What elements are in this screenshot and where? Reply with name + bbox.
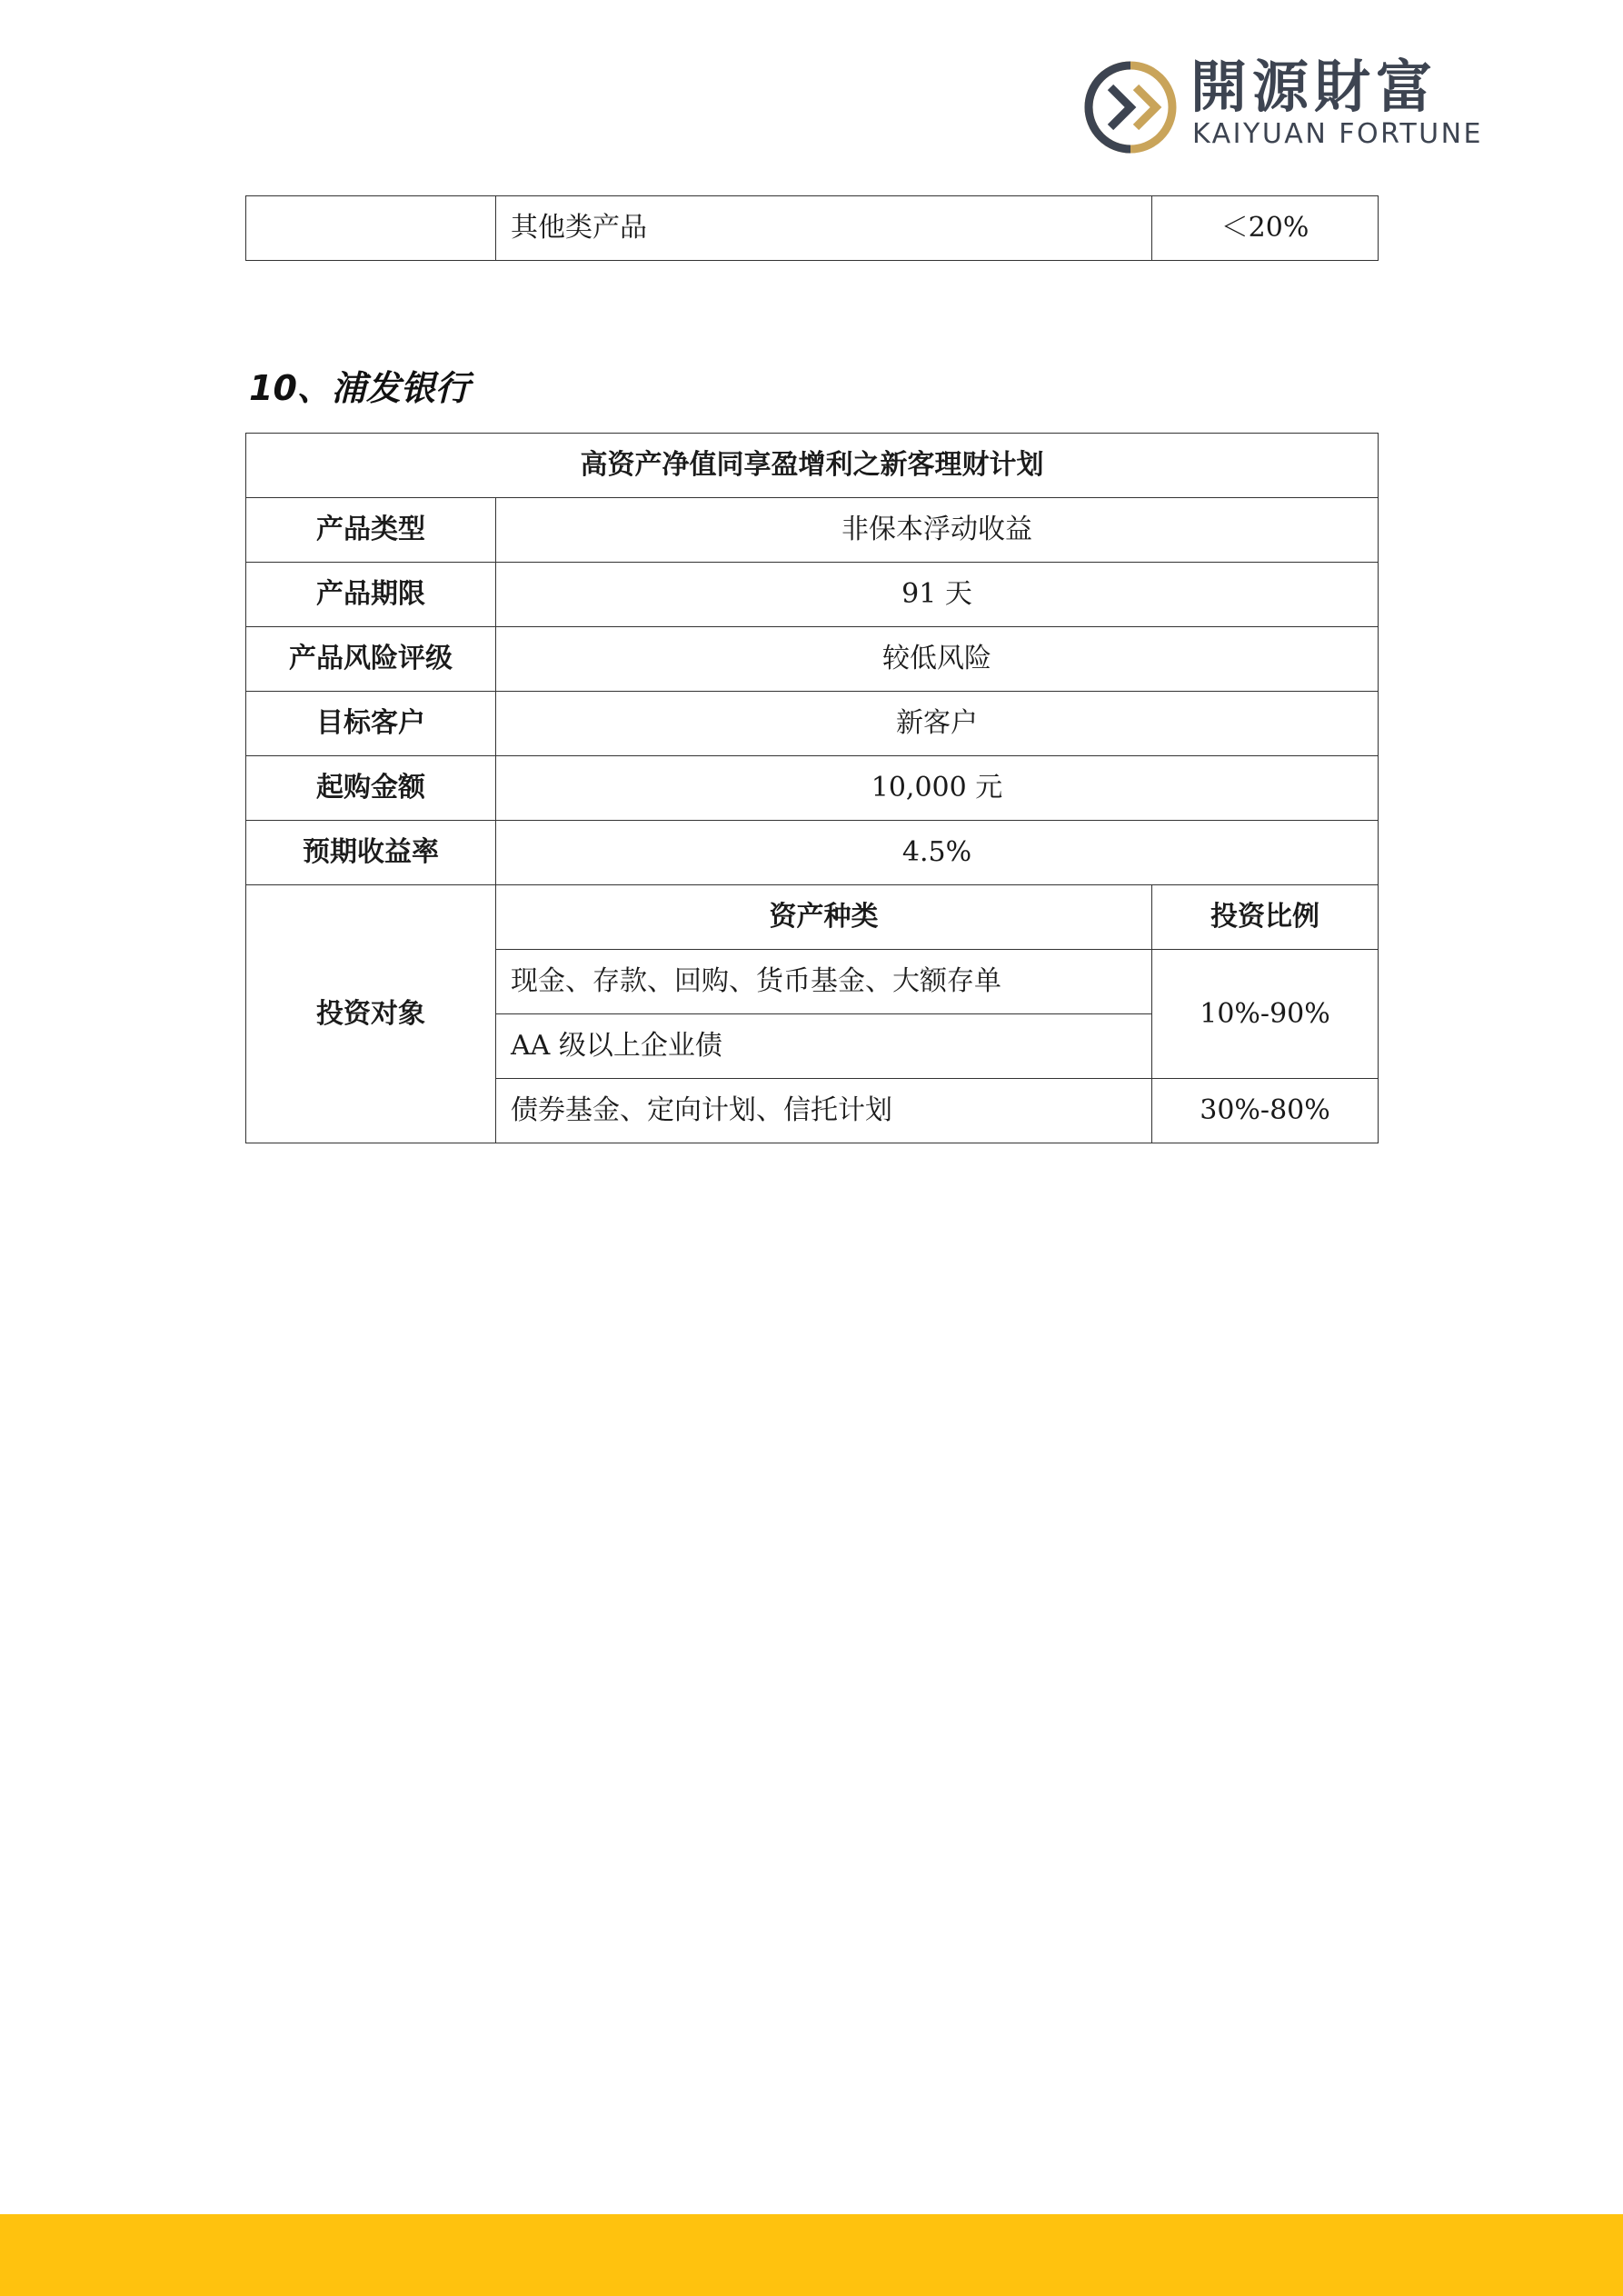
table-row [246, 563, 1379, 627]
row-label: 起购金额 [246, 756, 496, 821]
kaiyuan-fortune-logo [1083, 54, 1501, 158]
table-row [246, 627, 1379, 692]
table-row [246, 885, 1379, 950]
row-value: 较低风险 [496, 627, 1379, 692]
ratio-value: 30%-80% [1152, 1079, 1379, 1143]
table-row [246, 434, 1379, 498]
product-name-header: 高资产净值同享盈增利之新客理财计划 [246, 434, 1379, 498]
table-row [246, 196, 1379, 261]
row-value: 10,000 元 [496, 756, 1379, 821]
asset-item: 现金、存款、回购、货币基金、大额存单 [496, 950, 1152, 1014]
table-row [246, 821, 1379, 885]
footer-band [0, 2214, 1623, 2296]
row-label: 目标客户 [246, 692, 496, 756]
row-value: 非保本浮动收益 [496, 498, 1379, 563]
section-heading: 10、浦发银行 [249, 368, 470, 408]
ratio-value: 10%-90% [1152, 950, 1379, 1079]
table-row [246, 756, 1379, 821]
row-label: 产品期限 [246, 563, 496, 627]
row-label: 产品风险评级 [246, 627, 496, 692]
investment-label: 投资对象 [246, 885, 496, 1143]
ratio-cell: ＜20% [1152, 196, 1379, 261]
table-row [246, 692, 1379, 756]
asset-item: 债券基金、定向计划、信托计划 [496, 1079, 1152, 1143]
kaiyuan-logo-icon [1083, 60, 1178, 155]
table-row [246, 498, 1379, 563]
ratio-header: 投资比例 [1152, 885, 1379, 950]
empty-label-cell [246, 196, 496, 261]
row-label: 预期收益率 [246, 821, 496, 885]
row-value: 新客户 [496, 692, 1379, 756]
asset-item: AA 级以上企业债 [496, 1014, 1152, 1079]
product-table [245, 433, 1379, 1143]
row-value: 91 天 [496, 563, 1379, 627]
logo-english-name: KAIYUAN FORTUNE [1192, 118, 1484, 150]
row-value: 4.5% [496, 821, 1379, 885]
continued-allocation-table [245, 195, 1379, 261]
row-label: 产品类型 [246, 498, 496, 563]
asset-type-header: 资产种类 [496, 885, 1152, 950]
logo-chinese-name: 開源財富 [1190, 54, 1439, 120]
asset-type-cell: 其他类产品 [496, 196, 1152, 261]
